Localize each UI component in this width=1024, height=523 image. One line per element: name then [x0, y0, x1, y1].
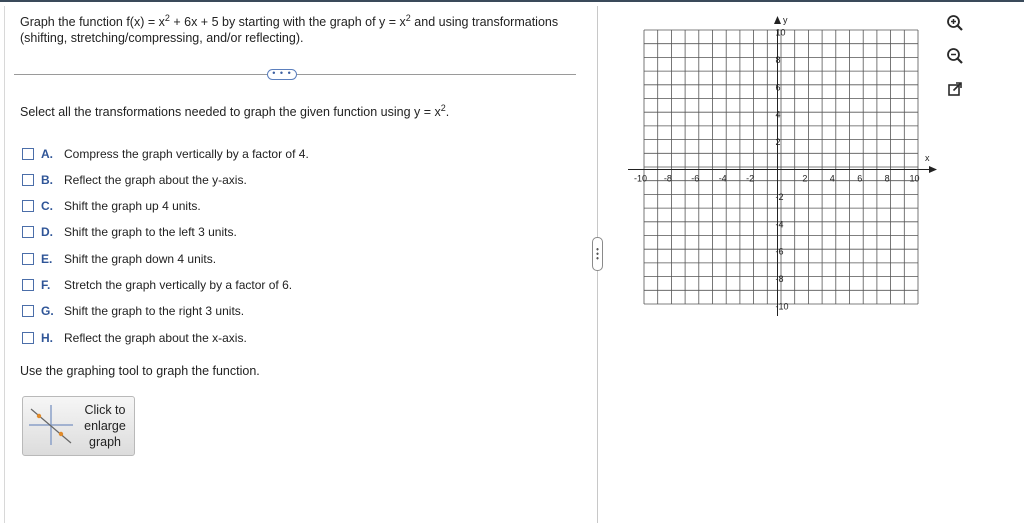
x-tick-label: 10 — [909, 173, 920, 184]
option-e-text: Shift the graph down 4 units. — [64, 252, 217, 266]
option-a-text: Compress the graph vertically by a factor of 4. — [64, 147, 309, 161]
x-tick-label: -10 — [633, 173, 648, 184]
y-tick-label: 4 — [775, 109, 781, 120]
option-h-letter: H. — [41, 331, 53, 345]
graph-thumbnail-icon — [27, 403, 75, 447]
option-d-text: Shift the graph to the left 3 units. — [64, 225, 237, 239]
question-exponent-1: 2 — [164, 13, 170, 23]
y-tick-label: -6 — [775, 246, 784, 257]
y-tick-label: -2 — [775, 191, 784, 202]
x-tick-label: -2 — [746, 173, 755, 184]
y-axis-label: y — [783, 15, 788, 25]
option-a[interactable] — [22, 146, 352, 162]
option-h[interactable] — [22, 330, 352, 346]
x-tick-label: 6 — [857, 173, 863, 184]
question-text — [20, 14, 580, 46]
x-tick-label: -6 — [691, 173, 700, 184]
x-tick-label: -8 — [663, 173, 672, 184]
option-d-checkbox[interactable] — [22, 226, 34, 238]
x-tick-label: 4 — [829, 173, 835, 184]
option-f-checkbox[interactable] — [22, 279, 34, 291]
option-b-text: Reflect the graph about the y-axis. — [64, 173, 247, 187]
option-f-text: Stretch the graph vertically by a factor of 6. — [64, 278, 293, 292]
option-e[interactable] — [22, 251, 352, 267]
zoom-out-icon[interactable] — [946, 47, 964, 65]
expand-more-button[interactable] — [267, 69, 297, 80]
y-tick-label: 10 — [775, 27, 786, 38]
popout-icon[interactable] — [946, 80, 964, 98]
question-part-3: and using transformations — [410, 15, 559, 29]
option-d[interactable] — [22, 224, 352, 240]
zoom-in-icon[interactable] — [946, 14, 964, 32]
option-c-text: Shift the graph up 4 units. — [64, 199, 201, 213]
option-g[interactable] — [22, 303, 352, 319]
enlarge-graph-button[interactable] — [22, 396, 135, 456]
y-axis-arrow-icon — [774, 16, 781, 24]
option-e-checkbox[interactable] — [22, 253, 34, 265]
enlarge-label-line-3: graph — [89, 435, 121, 449]
expand-more-label: • • • — [272, 67, 292, 78]
coordinate-graph[interactable] — [628, 12, 940, 318]
y-tick-label: 2 — [775, 137, 781, 148]
graph-grid — [644, 27, 918, 304]
x-tick-label: 8 — [884, 173, 890, 184]
option-f-letter: F. — [41, 278, 51, 292]
option-e-letter: E. — [41, 252, 53, 266]
x-axis-label: x — [925, 153, 930, 163]
splitter-handle[interactable] — [592, 237, 603, 271]
y-tick-label: 6 — [775, 82, 781, 93]
option-a-checkbox[interactable] — [22, 148, 34, 160]
enlarge-label-line-2: enlarge — [84, 419, 126, 433]
option-c-checkbox[interactable] — [22, 200, 34, 212]
question-part-1: Graph the function f(x) = x — [20, 15, 165, 29]
option-c[interactable] — [22, 198, 352, 214]
option-h-checkbox[interactable] — [22, 332, 34, 344]
x-tick-label: -4 — [718, 173, 727, 184]
instruction-text — [20, 104, 449, 120]
question-part-2: + 6x + 5 by starting with the graph of y = x — [169, 15, 406, 29]
question-line-2: (shifting, stretching/compressing, and/or reflecting). — [20, 31, 304, 45]
question-line-1 — [20, 14, 580, 30]
y-tick-label: 8 — [775, 54, 781, 65]
drag-grip-icon — [596, 247, 599, 261]
x-axis-arrow-icon — [929, 166, 937, 173]
option-f[interactable] — [22, 277, 352, 293]
option-c-letter: C. — [41, 199, 53, 213]
x-tick-label: 2 — [802, 173, 808, 184]
option-d-letter: D. — [41, 225, 53, 239]
option-b-checkbox[interactable] — [22, 174, 34, 186]
graph-instruction: Use the graphing tool to graph the function. — [20, 364, 260, 378]
y-tick-label: -8 — [775, 274, 784, 285]
instruction-main: Select all the transformations needed to graph the given function using y = x — [20, 105, 441, 119]
option-b[interactable] — [22, 172, 352, 188]
option-g-checkbox[interactable] — [22, 305, 34, 317]
top-border — [0, 0, 1024, 2]
option-h-text: Reflect the graph about the x-axis. — [64, 331, 247, 345]
instruction-end: . — [445, 105, 450, 119]
option-a-letter: A. — [41, 147, 53, 161]
enlarge-graph-label — [75, 402, 135, 450]
question-exponent-2: 2 — [405, 13, 411, 23]
instruction-exponent: 2 — [440, 103, 446, 113]
option-b-letter: B. — [41, 173, 53, 187]
option-g-letter: G. — [41, 304, 54, 318]
option-g-text: Shift the graph to the right 3 units. — [64, 304, 245, 318]
left-border — [4, 6, 5, 523]
enlarge-label-line-1: Click to — [84, 403, 126, 417]
y-tick-label: -10 — [775, 301, 789, 312]
y-tick-label: -4 — [775, 219, 784, 230]
